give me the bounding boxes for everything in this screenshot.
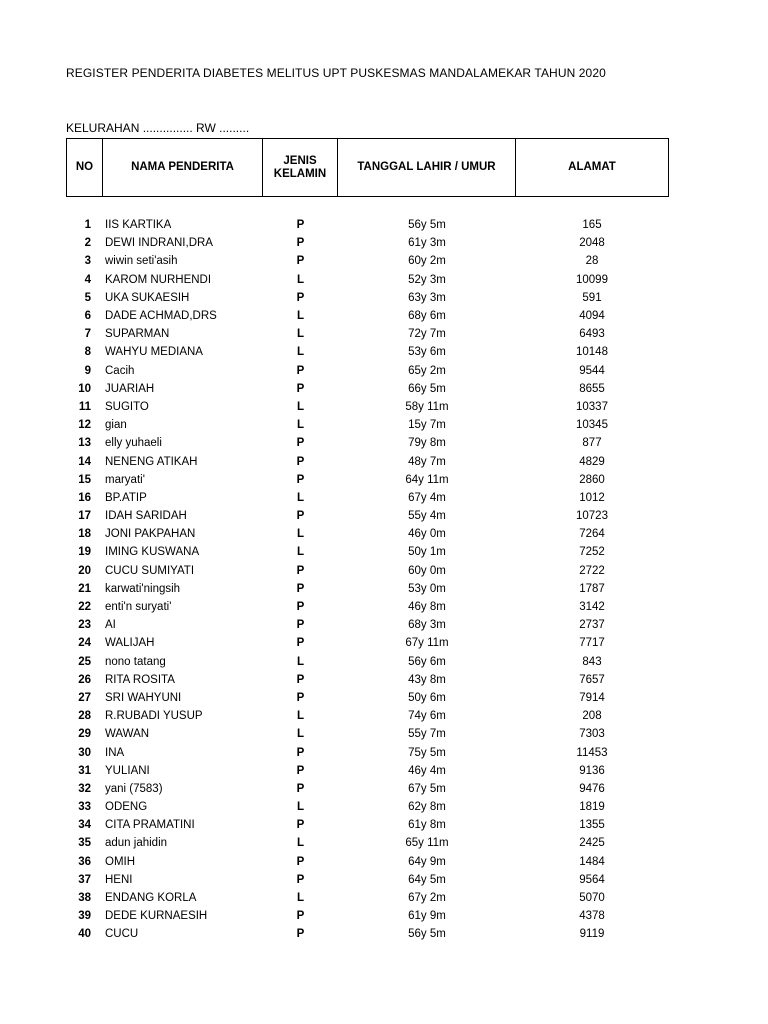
row-alamat: 2737	[579, 619, 605, 632]
row-no: 16	[78, 491, 91, 504]
row-alamat: 1819	[579, 801, 605, 814]
row-alamat: 591	[582, 291, 602, 304]
row-jenis-kelamin: P	[296, 291, 305, 304]
row-alamat: 10148	[576, 346, 608, 359]
table-row	[66, 925, 668, 943]
row-no: 26	[78, 673, 91, 686]
row-alamat: 1787	[579, 582, 605, 595]
table-row	[66, 252, 668, 270]
row-jenis-kelamin: L	[296, 655, 305, 668]
row-no: 19	[78, 546, 91, 559]
table-row	[66, 598, 668, 616]
row-tanggal-lahir-umur: 67y 4m	[408, 491, 446, 504]
row-no: 27	[78, 691, 91, 704]
row-tanggal-lahir-umur: 67y 11m	[405, 637, 449, 650]
table-row	[66, 834, 668, 852]
row-nama: IDAH SARIDAH	[105, 510, 187, 523]
row-jenis-kelamin: L	[296, 892, 305, 905]
row-jenis-kelamin: P	[296, 746, 305, 759]
table-row	[66, 289, 668, 307]
row-tanggal-lahir-umur: 68y 6m	[408, 310, 446, 323]
row-no: 39	[78, 910, 91, 923]
row-jenis-kelamin: P	[296, 237, 305, 250]
table-row	[66, 525, 668, 543]
row-tanggal-lahir-umur: 48y 7m	[408, 455, 446, 468]
row-nama: SUGITO	[105, 400, 149, 413]
row-jenis-kelamin: P	[296, 582, 305, 595]
row-tanggal-lahir-umur: 46y 8m	[408, 601, 446, 614]
table-row	[66, 780, 668, 798]
row-nama: JONI PAKPAHAN	[105, 528, 196, 541]
row-no: 3	[84, 255, 91, 268]
table-row	[66, 816, 668, 834]
row-jenis-kelamin: L	[296, 419, 305, 432]
row-tanggal-lahir-umur: 66y 5m	[408, 382, 446, 395]
row-no: 35	[78, 837, 91, 850]
table-row	[66, 234, 668, 252]
row-nama: HENI	[105, 873, 133, 886]
row-nama: DADE ACHMAD,DRS	[105, 310, 217, 323]
row-tanggal-lahir-umur: 53y 0m	[408, 582, 446, 595]
row-tanggal-lahir-umur: 46y 4m	[408, 764, 446, 777]
row-jenis-kelamin: P	[296, 691, 305, 704]
row-alamat: 7303	[579, 728, 605, 741]
table-row	[66, 416, 668, 434]
row-no: 22	[78, 601, 91, 614]
table-row	[66, 362, 668, 380]
table-row	[66, 689, 668, 707]
row-nama: adun jahidin	[105, 837, 168, 850]
header-nama: NAMA PENDERITA	[103, 139, 263, 197]
row-nama: Cacih	[105, 364, 135, 377]
document-title: REGISTER PENDERITA DIABETES MELITUS UPT PUSKESMAS MANDALAMEKAR TAHUN 2020	[66, 66, 606, 80]
row-no: 29	[78, 728, 91, 741]
table-row	[66, 671, 668, 689]
row-tanggal-lahir-umur: 55y 4m	[408, 510, 446, 523]
row-jenis-kelamin: L	[296, 801, 305, 814]
table-row	[66, 343, 668, 361]
table-row	[66, 325, 668, 343]
row-tanggal-lahir-umur: 65y 11m	[405, 837, 449, 850]
row-nama: NENENG ATIKAH	[105, 455, 198, 468]
row-jenis-kelamin: L	[296, 546, 305, 559]
row-tanggal-lahir-umur: 67y 5m	[408, 782, 446, 795]
row-alamat: 877	[582, 437, 602, 450]
row-jenis-kelamin: P	[296, 873, 305, 886]
header-tanggal-lahir: TANGGAL LAHIR / UMUR	[338, 139, 516, 197]
row-nama: KAROM NURHENDI	[105, 273, 212, 286]
row-jenis-kelamin: P	[296, 473, 305, 486]
row-tanggal-lahir-umur: 15y 7m	[408, 419, 446, 432]
row-alamat: 6493	[579, 328, 605, 341]
row-alamat: 2048	[579, 237, 605, 250]
row-nama: DEDE KURNAESIH	[105, 910, 208, 923]
row-jenis-kelamin: L	[296, 328, 305, 341]
table-row	[66, 743, 668, 761]
table-row	[66, 725, 668, 743]
row-tanggal-lahir-umur: 64y 5m	[408, 873, 446, 886]
row-jenis-kelamin: P	[296, 601, 305, 614]
table-row	[66, 562, 668, 580]
row-nama: WAHYU MEDIANA	[105, 346, 203, 359]
row-no: 15	[78, 473, 91, 486]
row-nama: WAWAN	[105, 728, 150, 741]
table-row	[66, 871, 668, 889]
table-row	[66, 616, 668, 634]
row-no: 20	[78, 564, 91, 577]
row-alamat: 10099	[576, 273, 608, 286]
row-no: 7	[84, 328, 91, 341]
row-alamat: 7264	[579, 528, 605, 541]
row-alamat: 9136	[579, 764, 605, 777]
row-alamat: 7252	[579, 546, 605, 559]
table-row	[66, 907, 668, 925]
row-no: 21	[78, 582, 91, 595]
row-nama: JUARIAH	[105, 382, 155, 395]
row-nama: enti'n suryati'	[105, 601, 172, 614]
row-tanggal-lahir-umur: 43y 8m	[408, 673, 446, 686]
row-no: 24	[78, 637, 91, 650]
row-jenis-kelamin: P	[296, 219, 305, 232]
row-no: 34	[78, 819, 91, 832]
row-alamat: 2425	[579, 837, 605, 850]
row-nama: wiwin seti'asih	[105, 255, 178, 268]
table-row	[66, 398, 668, 416]
row-no: 14	[78, 455, 91, 468]
row-jenis-kelamin: P	[296, 564, 305, 577]
table-row	[66, 798, 668, 816]
row-tanggal-lahir-umur: 67y 2m	[408, 892, 446, 905]
row-tanggal-lahir-umur: 52y 3m	[408, 273, 446, 286]
row-alamat: 7717	[579, 637, 605, 650]
row-no: 6	[84, 310, 91, 323]
row-no: 18	[78, 528, 91, 541]
row-alamat: 10337	[576, 400, 608, 413]
row-jenis-kelamin: L	[296, 346, 305, 359]
row-jenis-kelamin: P	[296, 673, 305, 686]
row-no: 28	[78, 710, 91, 723]
row-tanggal-lahir-umur: 79y 8m	[408, 437, 446, 450]
table-row	[66, 271, 668, 289]
row-tanggal-lahir-umur: 75y 5m	[408, 746, 446, 759]
row-nama: gian	[105, 419, 127, 432]
kelurahan-rw-line: KELURAHAN ............... RW .........	[66, 121, 250, 135]
row-tanggal-lahir-umur: 60y 0m	[408, 564, 446, 577]
header-jenis-kelamin	[263, 139, 338, 197]
row-no: 1	[84, 219, 91, 232]
row-jenis-kelamin: P	[296, 619, 305, 632]
row-alamat: 3142	[579, 601, 605, 614]
row-jenis-kelamin: P	[296, 928, 305, 941]
row-no: 4	[84, 273, 91, 286]
row-tanggal-lahir-umur: 50y 1m	[408, 546, 446, 559]
row-tanggal-lahir-umur: 46y 0m	[408, 528, 446, 541]
row-jenis-kelamin: P	[296, 455, 305, 468]
row-tanggal-lahir-umur: 64y 9m	[408, 855, 446, 868]
table-row	[66, 507, 668, 525]
table-header	[66, 138, 669, 197]
row-tanggal-lahir-umur: 64y 11m	[405, 473, 449, 486]
row-alamat: 2860	[579, 473, 605, 486]
header-jk-line2: KELAMIN	[273, 167, 327, 180]
row-jenis-kelamin: L	[296, 310, 305, 323]
row-nama: YULIANI	[105, 764, 150, 777]
row-no: 17	[78, 510, 91, 523]
row-alamat: 4829	[579, 455, 605, 468]
row-alamat: 9564	[579, 873, 605, 886]
row-no: 31	[78, 764, 91, 777]
row-jenis-kelamin: P	[296, 782, 305, 795]
row-nama: CUCU	[105, 928, 139, 941]
row-jenis-kelamin: P	[296, 510, 305, 523]
row-no: 12	[78, 419, 91, 432]
row-alamat: 11453	[576, 746, 608, 759]
row-tanggal-lahir-umur: 65y 2m	[408, 364, 446, 377]
row-alamat: 208	[582, 710, 602, 723]
table-row	[66, 707, 668, 725]
table-row	[66, 434, 668, 452]
row-no: 36	[78, 855, 91, 868]
table-row	[66, 489, 668, 507]
table-row	[66, 452, 668, 470]
row-no: 23	[78, 619, 91, 632]
row-alamat: 5070	[579, 892, 605, 905]
row-tanggal-lahir-umur: 61y 3m	[408, 237, 446, 250]
row-alamat: 9476	[579, 782, 605, 795]
row-nama: WALIJAH	[105, 637, 155, 650]
row-tanggal-lahir-umur: 61y 8m	[408, 819, 446, 832]
row-no: 5	[84, 291, 91, 304]
row-no: 32	[78, 782, 91, 795]
row-tanggal-lahir-umur: 56y 5m	[408, 219, 446, 232]
row-jenis-kelamin: P	[296, 437, 305, 450]
row-alamat: 9119	[579, 928, 605, 941]
row-alamat: 1012	[579, 491, 605, 504]
row-jenis-kelamin: P	[296, 764, 305, 777]
row-no: 30	[78, 746, 91, 759]
row-alamat: 7914	[579, 691, 605, 704]
row-no: 11	[78, 400, 91, 413]
row-no: 13	[78, 437, 91, 450]
table-row	[66, 216, 668, 234]
row-tanggal-lahir-umur: 56y 6m	[408, 655, 446, 668]
row-jenis-kelamin: P	[296, 855, 305, 868]
row-nama: UKA SUKAESIH	[105, 291, 190, 304]
row-tanggal-lahir-umur: 61y 9m	[408, 910, 446, 923]
table-row	[66, 762, 668, 780]
row-nama: karwati'ningsih	[105, 582, 181, 595]
row-jenis-kelamin: L	[296, 710, 305, 723]
row-alamat: 8655	[579, 382, 605, 395]
table-row	[66, 889, 668, 907]
table-row	[66, 380, 668, 398]
row-no: 33	[78, 801, 91, 814]
row-alamat: 9544	[579, 364, 605, 377]
table-row	[66, 634, 668, 652]
row-tanggal-lahir-umur: 53y 6m	[408, 346, 446, 359]
table-row	[66, 307, 668, 325]
row-alamat: 10723	[576, 510, 608, 523]
table-row	[66, 653, 668, 671]
table-row	[66, 853, 668, 871]
header-no: NO	[67, 139, 103, 197]
row-jenis-kelamin: L	[296, 528, 305, 541]
row-nama: ENDANG KORLA	[105, 892, 197, 905]
row-nama: SRI WAHYUNI	[105, 691, 182, 704]
row-alamat: 1355	[579, 819, 605, 832]
row-alamat: 4094	[579, 310, 605, 323]
row-nama: INA	[105, 746, 125, 759]
row-alamat: 7657	[579, 673, 605, 686]
table-row	[66, 471, 668, 489]
row-nama: IIS KARTIKA	[105, 219, 172, 232]
row-nama: IMING KUSWANA	[105, 546, 200, 559]
row-no: 9	[84, 364, 91, 377]
row-tanggal-lahir-umur: 68y 3m	[408, 619, 446, 632]
row-alamat: 4378	[579, 910, 605, 923]
row-no: 10	[78, 382, 91, 395]
row-tanggal-lahir-umur: 55y 7m	[408, 728, 446, 741]
row-alamat: 28	[585, 255, 599, 268]
header-jk-line1: JENIS	[283, 154, 317, 167]
row-nama: CUCU SUMIYATI	[105, 564, 195, 577]
row-tanggal-lahir-umur: 62y 8m	[408, 801, 446, 814]
row-tanggal-lahir-umur: 63y 3m	[408, 291, 446, 304]
row-nama: SUPARMAN	[105, 328, 170, 341]
row-nama: maryati'	[105, 473, 145, 486]
row-jenis-kelamin: P	[296, 255, 305, 268]
row-jenis-kelamin: L	[296, 273, 305, 286]
row-alamat: 1484	[579, 855, 605, 868]
row-no: 40	[78, 928, 91, 941]
row-nama: nono tatang	[105, 655, 166, 668]
row-nama: DEWI INDRANI,DRA	[105, 237, 213, 250]
patient-list	[66, 216, 668, 944]
row-no: 2	[84, 237, 91, 250]
row-tanggal-lahir-umur: 74y 6m	[408, 710, 446, 723]
row-nama: CITA PRAMATINI	[105, 819, 195, 832]
row-nama: RITA ROSITA	[105, 673, 175, 686]
row-jenis-kelamin: L	[296, 837, 305, 850]
row-jenis-kelamin: L	[296, 491, 305, 504]
row-alamat: 10345	[576, 419, 608, 432]
row-nama: AI	[105, 619, 116, 632]
header-alamat: ALAMAT	[516, 139, 669, 197]
row-tanggal-lahir-umur: 50y 6m	[408, 691, 446, 704]
row-alamat: 2722	[579, 564, 605, 577]
row-nama: yani (7583)	[105, 782, 163, 795]
row-jenis-kelamin: P	[296, 637, 305, 650]
row-tanggal-lahir-umur: 72y 7m	[408, 328, 446, 341]
row-nama: OMIH	[105, 855, 136, 868]
row-nama: R.RUBADI YUSUP	[105, 710, 203, 723]
row-jenis-kelamin: P	[296, 819, 305, 832]
row-alamat: 165	[582, 219, 602, 232]
table-row	[66, 580, 668, 598]
row-jenis-kelamin: L	[296, 728, 305, 741]
row-alamat: 843	[582, 655, 602, 668]
row-jenis-kelamin: P	[296, 910, 305, 923]
row-nama: ODENG	[105, 801, 148, 814]
row-tanggal-lahir-umur: 58y 11m	[405, 400, 449, 413]
row-no: 25	[78, 655, 91, 668]
row-no: 38	[78, 892, 91, 905]
row-no: 37	[78, 873, 91, 886]
row-nama: elly yuhaeli	[105, 437, 162, 450]
row-nama: BP.ATIP	[105, 491, 147, 504]
row-tanggal-lahir-umur: 60y 2m	[408, 255, 446, 268]
row-tanggal-lahir-umur: 56y 5m	[408, 928, 446, 941]
row-jenis-kelamin: P	[296, 364, 305, 377]
row-no: 8	[84, 346, 91, 359]
row-jenis-kelamin: L	[296, 400, 305, 413]
row-jenis-kelamin: P	[296, 382, 305, 395]
table-row	[66, 543, 668, 561]
